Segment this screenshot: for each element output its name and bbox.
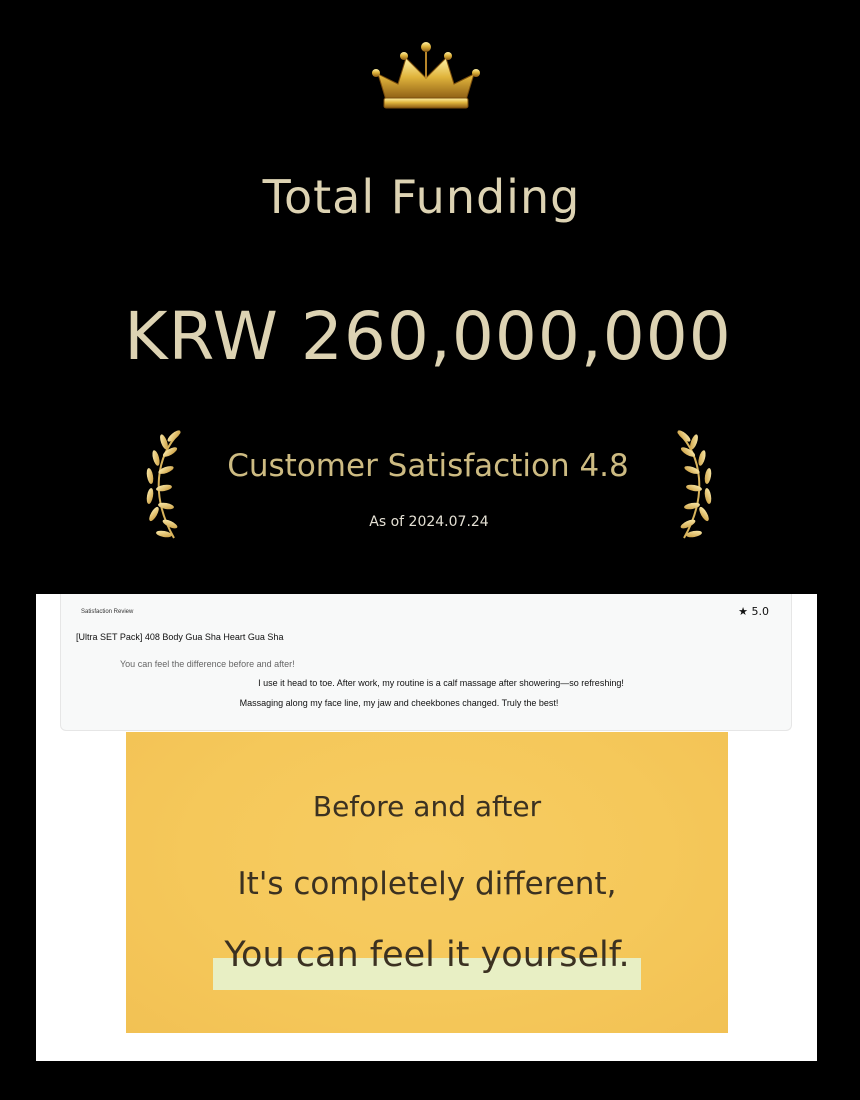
review-text-line: Massaging along my face line, my jaw and cheekbones changed. Truly the best! [239, 698, 559, 708]
review-panel [36, 594, 817, 1061]
photo-caption-line: You can feel it yourself. [224, 935, 630, 975]
before-after-photo [126, 732, 728, 1033]
review-product-name: [Ultra SET Pack] 408 Body Gua Sha Heart Gua Sha [76, 632, 284, 642]
review-card [60, 594, 792, 731]
crown-icon [370, 40, 482, 110]
photo-caption-line: Before and after [312, 790, 542, 823]
page-title: Total Funding [262, 170, 581, 224]
review-headline: You can feel the difference before and after! [120, 659, 295, 669]
review-text-line: I use it head to toe. After work, my routine is a calf massage after showering—so refreshing! [258, 678, 624, 688]
photo-caption-line: It's completely different, [237, 866, 617, 902]
customer-satisfaction: Customer Satisfaction 4.8 [227, 448, 629, 484]
as-of-date: As of 2024.07.24 [369, 514, 489, 530]
review-rating: ★ 5.0 [738, 605, 769, 618]
review-section-label: Satisfaction Review [81, 609, 134, 615]
funding-amount: KRW 260,000,000 [124, 298, 732, 375]
